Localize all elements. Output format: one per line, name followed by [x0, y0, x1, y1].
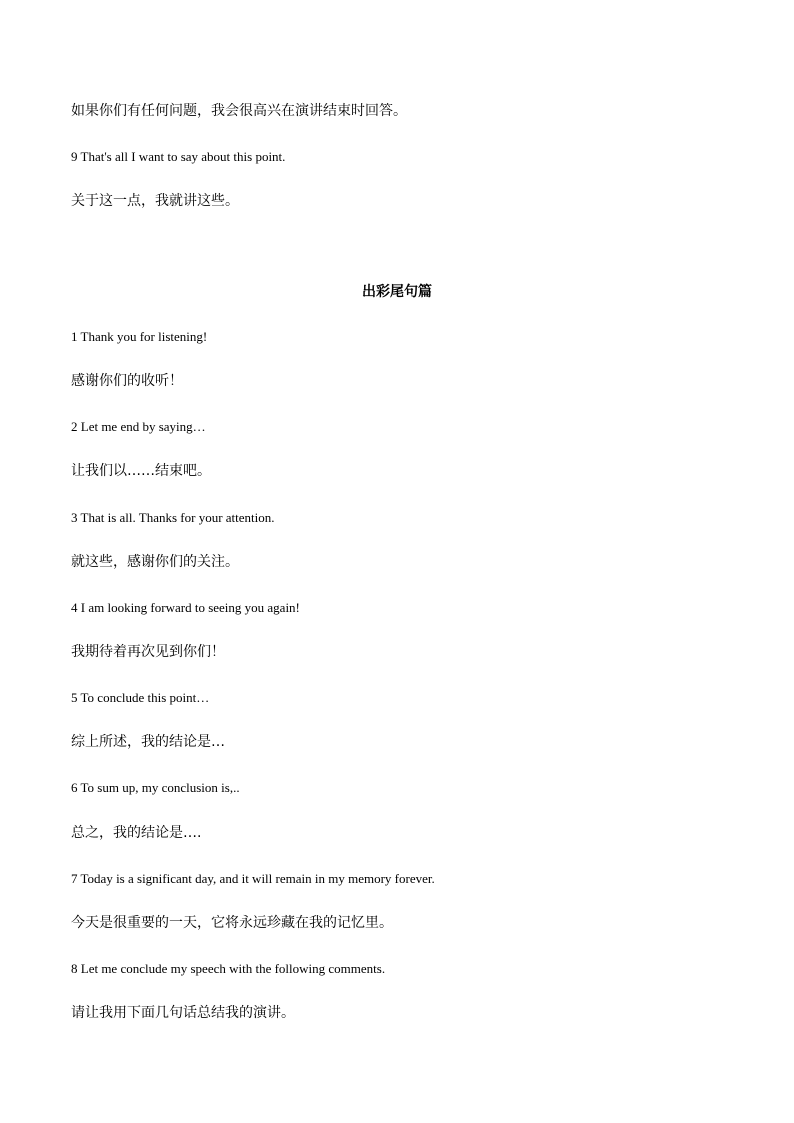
item8-zh: 请让我用下面几句话总结我的演讲。: [71, 1005, 295, 1021]
item6-en: 6 To sum up, my conclusion is,..: [71, 780, 240, 795]
item9-zh: 关于这一点，我就讲这些。: [71, 193, 239, 209]
item6-zh: 总之，我的结论是….: [71, 825, 202, 841]
item7-zh: 今天是很重要的一天，它将永远珍藏在我的记忆里。: [71, 915, 393, 931]
item7-en: 7 Today is a significant day, and it will remain in my memory forever.: [71, 871, 435, 886]
item5-en: 5 To conclude this point…: [71, 690, 210, 705]
item9-en: 9 That's all I want to say about this point.: [71, 149, 286, 164]
item8-en: 8 Let me conclude my speech with the following comments.: [71, 961, 386, 976]
item2-en: 2 Let me end by saying…: [71, 419, 206, 434]
item1-zh: 感谢你们的收听！: [71, 373, 183, 389]
item4-zh: 我期待着再次见到你们！: [71, 644, 225, 660]
item5-zh: 综上所述，我的结论是…: [71, 734, 225, 750]
section-heading: 出彩尾句篇: [362, 284, 432, 300]
item4-en: 4 I am looking forward to seeing you again!: [71, 600, 300, 615]
item3-en: 3 That is all. Thanks for your attention.: [71, 510, 275, 525]
intro-questions-zh: 如果你们有任何问题，我会很高兴在演讲结束时回答。: [71, 103, 407, 119]
item2-zh: 让我们以……结束吧。: [71, 463, 211, 479]
item3-zh: 就这些，感谢你们的关注。: [71, 554, 239, 570]
item1-en: 1 Thank you for listening!: [71, 329, 208, 344]
